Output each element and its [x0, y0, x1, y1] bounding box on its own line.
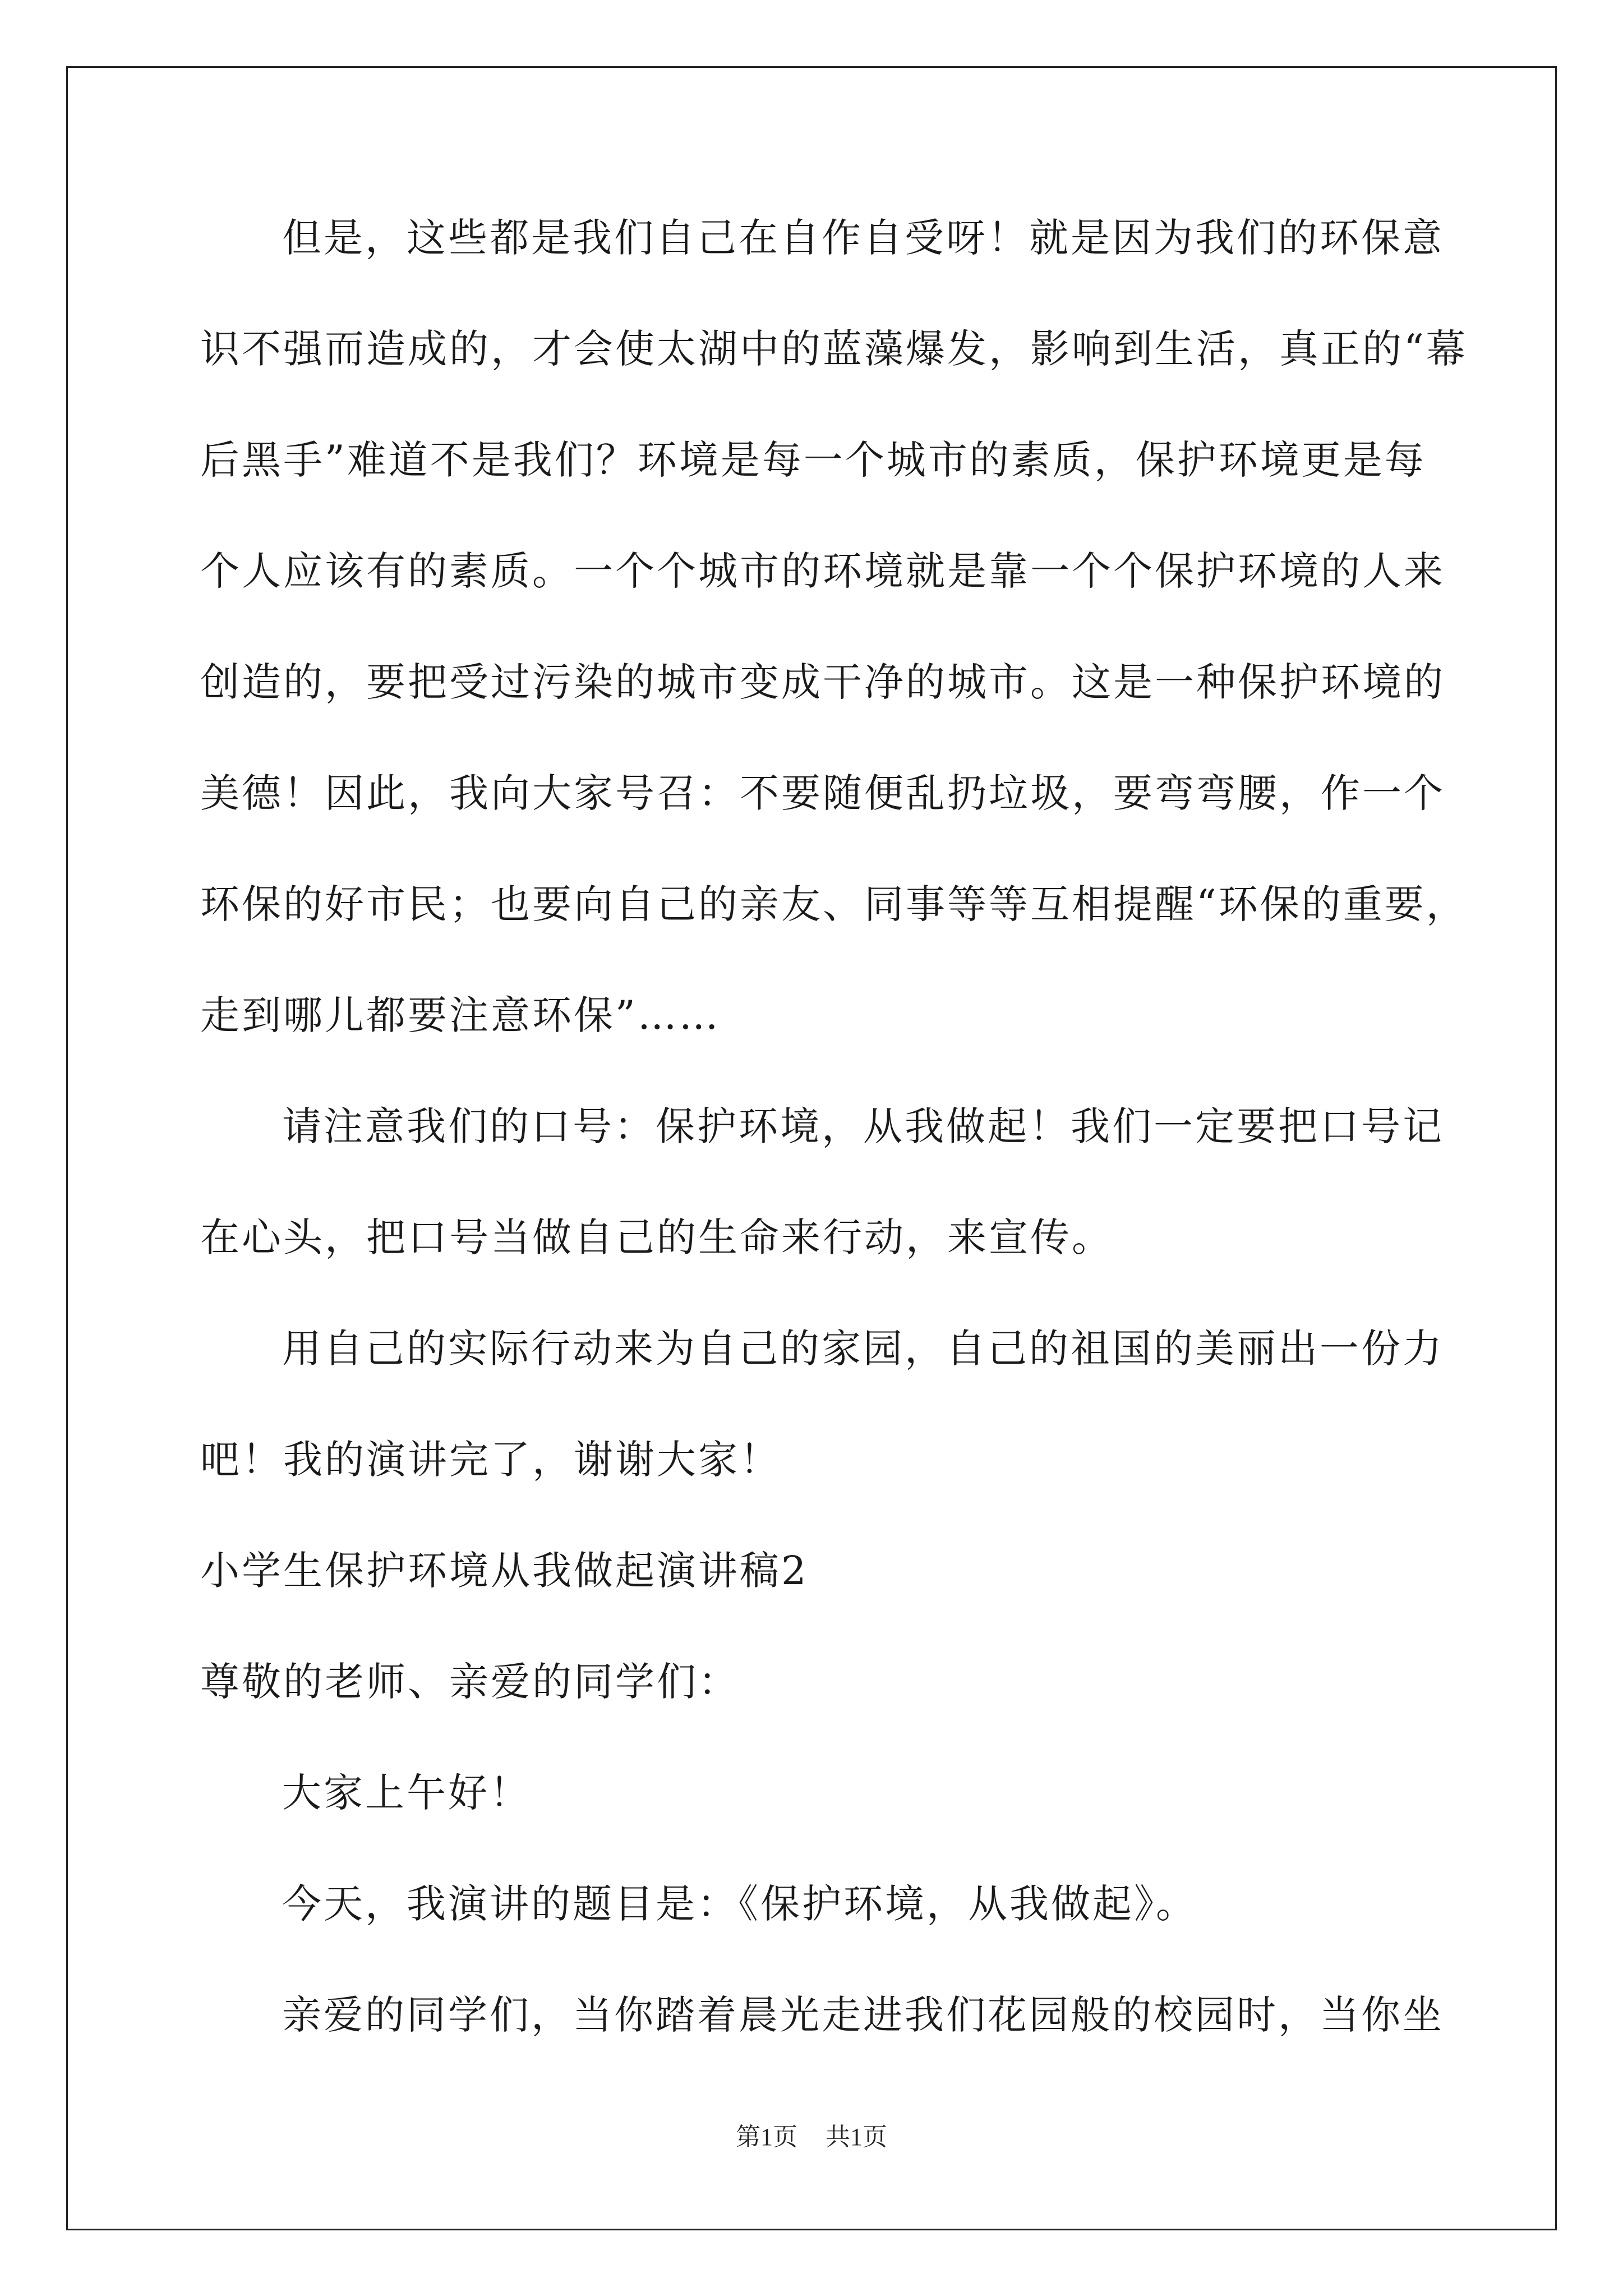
- text-line: 个人应该有的素质。一个个城市的环境就是靠一个个保护环境的人来: [200, 548, 1445, 594]
- page-count: 共1页: [826, 2123, 887, 2151]
- text-line: 美德！因此，我向大家号召：不要随便乱扔垃圾，要弯弯腰，作一个: [200, 770, 1445, 816]
- text-line: 今天，我演讲的题目是：《保护环境，从我做起》。: [282, 1881, 1197, 1927]
- greeting: 大家上午好！: [282, 1770, 531, 1816]
- text-line: 走到哪儿都要注意环保”……: [200, 992, 721, 1038]
- section-title: 小学生保护环境从我做起演讲稿2: [200, 1548, 809, 1594]
- text-line: 环保的好市民；也要向自己的亲友、同事等等互相提醒“环保的重要，: [200, 881, 1468, 927]
- text-line: 吧！我的演讲完了，谢谢大家！: [200, 1437, 781, 1483]
- text-line: 亲爱的同学们，当你踏着晨光走进我们花园般的校园时，当你坐: [282, 1992, 1444, 2038]
- text-line: 创造的，要把受过污染的城市变成干净的城市。这是一种保护环境的: [200, 659, 1445, 705]
- text-line: 用自己的实际行动来为自己的家园，自己的祖国的美丽出一份力: [282, 1326, 1444, 1372]
- salutation: 尊敬的老师、亲爱的同学们：: [200, 1659, 740, 1705]
- text-line: 识不强而造成的，才会使太湖中的蓝藻爆发，影响到生活，真正的“幕: [200, 326, 1468, 372]
- text-line: 请注意我们的口号：保护环境，从我做起！我们一定要把口号记: [282, 1103, 1444, 1149]
- text-line: 后黑手”难道不是我们？环境是每一个城市的素质，保护环境更是每: [200, 437, 1426, 483]
- page-footer: [0, 2120, 1623, 2154]
- page-number: 第1页: [736, 2123, 797, 2151]
- text-line: 但是，这些都是我们自己在自作自受呀！就是因为我们的环保意: [282, 215, 1444, 261]
- text-line: 在心头，把口号当做自己的生命来行动，来宣传。: [200, 1214, 1113, 1260]
